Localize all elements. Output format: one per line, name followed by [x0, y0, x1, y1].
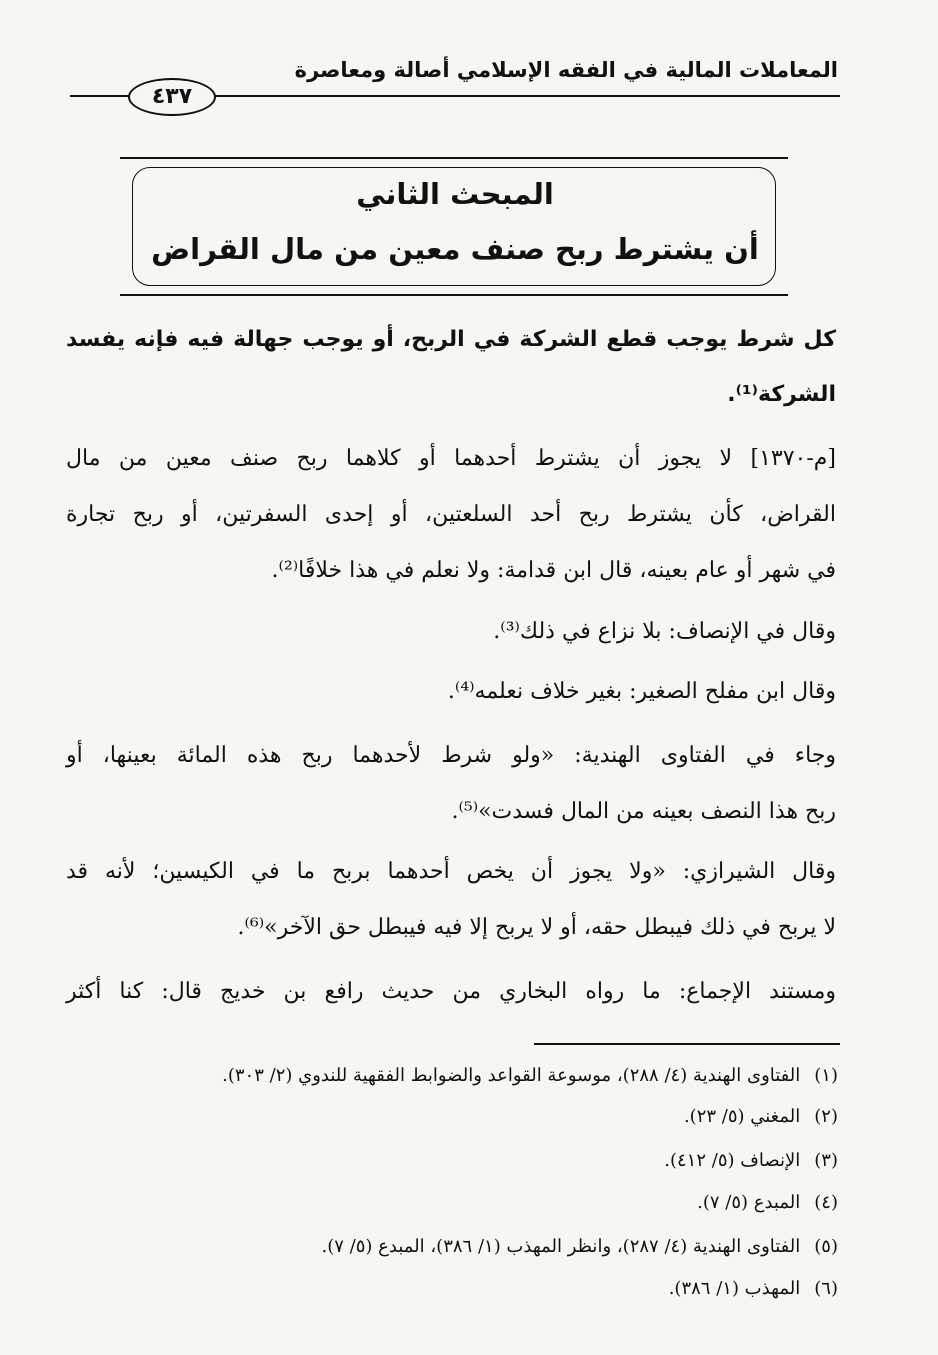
footnote [78, 1148, 838, 1174]
footnote-number: (٢) [814, 1106, 838, 1127]
footnote [78, 1276, 838, 1302]
body-line: وقال الشيرازي: «ولا يجوز أن يخص أحدهما بربح ما في الكيسين؛ لأنه قد [66, 859, 836, 884]
body-line: وجاء في الفتاوى الهندية: «ولو شرط لأحدهما ربح هذه المائة بعينها، أو [66, 743, 836, 768]
footnote-number: (٤) [814, 1192, 838, 1213]
footnote-number: (٣) [814, 1150, 838, 1171]
body-line: [م-١٣٧٠] لا يجوز أن يشترط أحدهما أو كلاهما ربح صنف معين من مال [66, 446, 836, 471]
footnote-number: (١) [814, 1065, 838, 1086]
footnote [78, 1234, 838, 1260]
footnote-text: المغني (٥/ ٢٣). [683, 1106, 801, 1127]
body-line: في شهر أو عام بعينه، قال ابن قدامة: ولا نعلم في هذا خلافًا⁽²⁾. [271, 558, 836, 583]
footnote-text: الفتاوى الهندية (٤/ ٢٨٨)، موسوعة القواعد والضوابط الفقهية للندوي (٢/ ٣٠٣). [222, 1065, 801, 1086]
body-line: وقال في الإنصاف: بلا نزاع في ذلك⁽³⁾. [493, 619, 836, 644]
footnote-number: (٥) [814, 1236, 838, 1257]
body-line: الشركة⁽¹⁾. [727, 382, 836, 407]
footnote [78, 1063, 838, 1089]
page-number: ٤٣٧ [128, 78, 216, 116]
running-title: المعاملات المالية في الفقه الإسلامي أصالة ومعاصرة [294, 58, 838, 82]
footnote-text: المهذب (١/ ٣٨٦). [668, 1278, 801, 1299]
footnote-text: الإنصاف (٥/ ٤١٢). [664, 1150, 801, 1171]
section-title: أن يشترط ربح صنف معين من مال القراض [151, 232, 759, 266]
body-line: ربح هذا النصف بعينه من المال فسدت»⁽⁵⁾. [451, 799, 836, 824]
footnote [78, 1104, 838, 1130]
body-line: كل شرط يوجب قطع الشركة في الربح، أو يوجب جهالة فيه فإنه يفسد [66, 327, 836, 352]
body-line: لا يربح في ذلك فيبطل حقه، أو لا يربح إلا فيه فيبطل حق الآخر»⁽⁶⁾. [237, 915, 836, 940]
body-line: القراض، كأن يشترط ربح أحد السلعتين، أو إحدى السفرتين، أو ربح تجارة [66, 502, 836, 527]
body-line: ومستند الإجماع: ما رواه البخاري من حديث رافع بن خديج قال: كنا أكثر [66, 979, 836, 1004]
footnote-number: (٦) [814, 1278, 838, 1299]
body-line: وقال ابن مفلح الصغير: بغير خلاف نعلمه⁽⁴⁾. [447, 679, 836, 704]
footnote-separator [534, 1043, 840, 1045]
section-heading: المبحث الثاني [356, 177, 554, 211]
footnote-text: الفتاوى الهندية (٤/ ٢٨٧)، وانظر المهذب (١/ ٣٨٦)، المبدع (٥/ ٧). [321, 1236, 801, 1257]
footnote-text: المبدع (٥/ ٧). [697, 1192, 801, 1213]
footnote [78, 1190, 838, 1216]
